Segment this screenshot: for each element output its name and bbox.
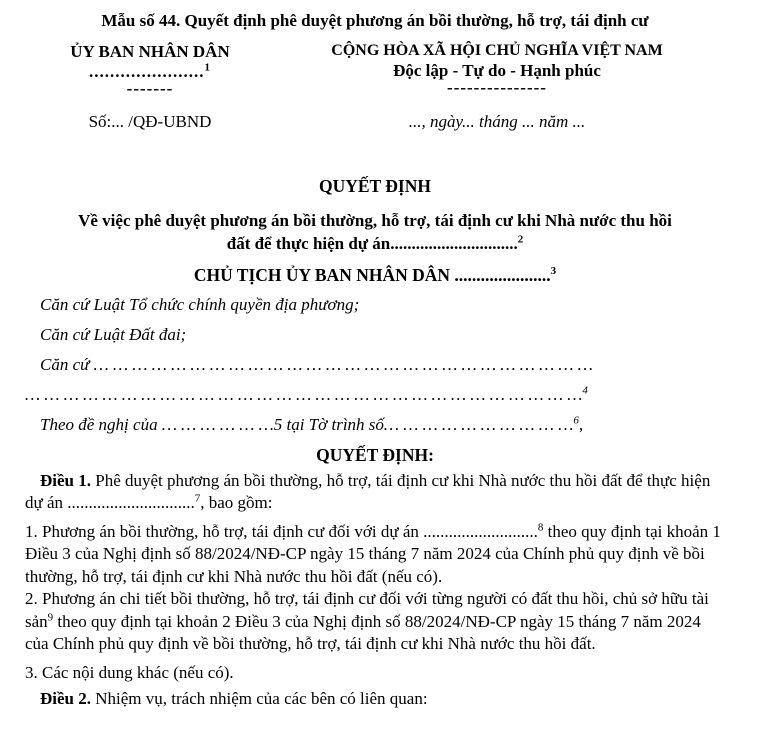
footnote-ref-2: 2 — [517, 233, 524, 246]
number-date-row — [25, 112, 725, 132]
article-2-text: Nhiệm vụ, trách nhiệm của các bên có liên quan: — [91, 689, 428, 708]
national-motto: Độc lập - Tự do - Hạnh phúc — [393, 61, 601, 80]
item-2-tail: theo quy định tại khoản 2 Điều 3 của Nghị định số 88/2024/NĐ-CP ngày 15 tháng 7 năm 2024 của Chính phủ quy định về bồi thường, hỗ trợ, tái định cư khi Nhà nước thu hồi đất. — [25, 611, 701, 653]
article-2 — [25, 688, 725, 711]
resolve-heading: QUYẾT ĐỊNH: — [316, 444, 434, 465]
footnote-ref-1: 1 — [204, 61, 211, 74]
footnote-ref-6: 6 — [573, 413, 579, 426]
article-1-item-2 — [25, 588, 725, 656]
article-2-label: Điều 2. — [40, 689, 91, 708]
legal-basis-line-3: Căn cứ … … … … … … … … … … … … … … … … … … … … … … … … … … — [40, 354, 593, 374]
national-title: CỘNG HÒA XÃ HỘI CHỦ NGHĨA VIỆT NAM — [331, 42, 663, 59]
article-1 — [25, 470, 725, 515]
document-number: Số:... /QĐ-UBND — [88, 112, 212, 131]
footnote-ref-4: 4 — [582, 383, 588, 396]
article-1-label: Điều 1. — [40, 470, 91, 490]
article-1-text: Phê duyệt phương án bồi thường, hỗ trợ, tái định cư khi Nhà nước thu hồi đất để thực hiện dự án .............................. — [25, 470, 711, 512]
right-separator: --------------- — [447, 78, 547, 97]
proposal-text: Theo đề nghị của … … … … … …5 tại Tờ trình số… … … … … … … … … … — [40, 414, 574, 434]
article-1-tail: , bao gồm: — [200, 493, 273, 512]
legal-basis-line-2: Căn cứ Luật Đất đai; — [40, 324, 187, 344]
legal-basis-line-1: Căn cứ Luật Tổ chức chính quyền địa phương; — [40, 294, 360, 314]
issuing-authority-name: ỦY BAN NHÂN DÂN — [70, 42, 230, 61]
footnote-ref-3: 3 — [550, 265, 557, 278]
legal-basis-line-4 — [25, 384, 725, 407]
national-header-block — [297, 42, 697, 97]
document-header — [25, 42, 725, 98]
legal-basis-fill-dots: … … … … … … … … … … … … … … … … … … … … … … … … … … … … … — [25, 384, 583, 404]
footnote-ref-7: 7 — [194, 492, 201, 505]
issuer-line — [25, 264, 725, 286]
item-2-text: 2. Phương án chi tiết bồi thường, hỗ trợ, tái định cư đối với từng người có đất thu hồi, chủ sở hữu tài sản — [25, 589, 709, 631]
form-title: Mẫu số 44. Quyết định phê duyệt phương án bồi thường, hỗ trợ, tái định cư — [101, 11, 649, 30]
proposal-line — [25, 414, 725, 437]
decision-heading: QUYẾT ĐỊNH — [319, 176, 431, 196]
decision-subject — [65, 209, 685, 255]
date-cell — [297, 112, 697, 132]
place-date-line: ..., ngày... tháng ... năm ... — [408, 112, 586, 131]
footnote-ref-8: 8 — [537, 520, 544, 533]
left-separator: ------- — [126, 79, 174, 98]
article-1-item-1 — [25, 521, 725, 589]
authority-fill-dots: ...................... — [89, 62, 205, 81]
article-1-item-3: 3. Các nội dung khác (nếu có). — [25, 662, 234, 682]
issuing-authority-block — [25, 42, 275, 98]
decision-subject-text: Về việc phê duyệt phương án bồi thường, hỗ trợ, tái định cư khi Nhà nước thu hồi đất để thực hiện dự án.............................. — [78, 211, 672, 253]
issuer-title: CHỦ TỊCH ỦY BAN NHÂN DÂN ...................... — [193, 265, 551, 285]
preamble-section — [25, 294, 725, 437]
item-1-tail: theo quy định tại khoản 1 Điều 3 của Nghị định số 88/2024/NĐ-CP ngày 15 tháng 7 năm 2024 của Chính phủ quy định về bồi thường, hỗ trợ, tái định cư khi Nhà nước thu hồi đất (nếu có). — [25, 521, 721, 586]
item-1-text: 1. Phương án bồi thường, hỗ trợ, tái định cư đối với dự án ........................... — [25, 521, 538, 541]
footnote-ref-9: 9 — [47, 610, 54, 623]
body-section — [25, 470, 725, 711]
document-number-cell — [25, 112, 275, 132]
proposal-tail: , — [578, 414, 584, 434]
